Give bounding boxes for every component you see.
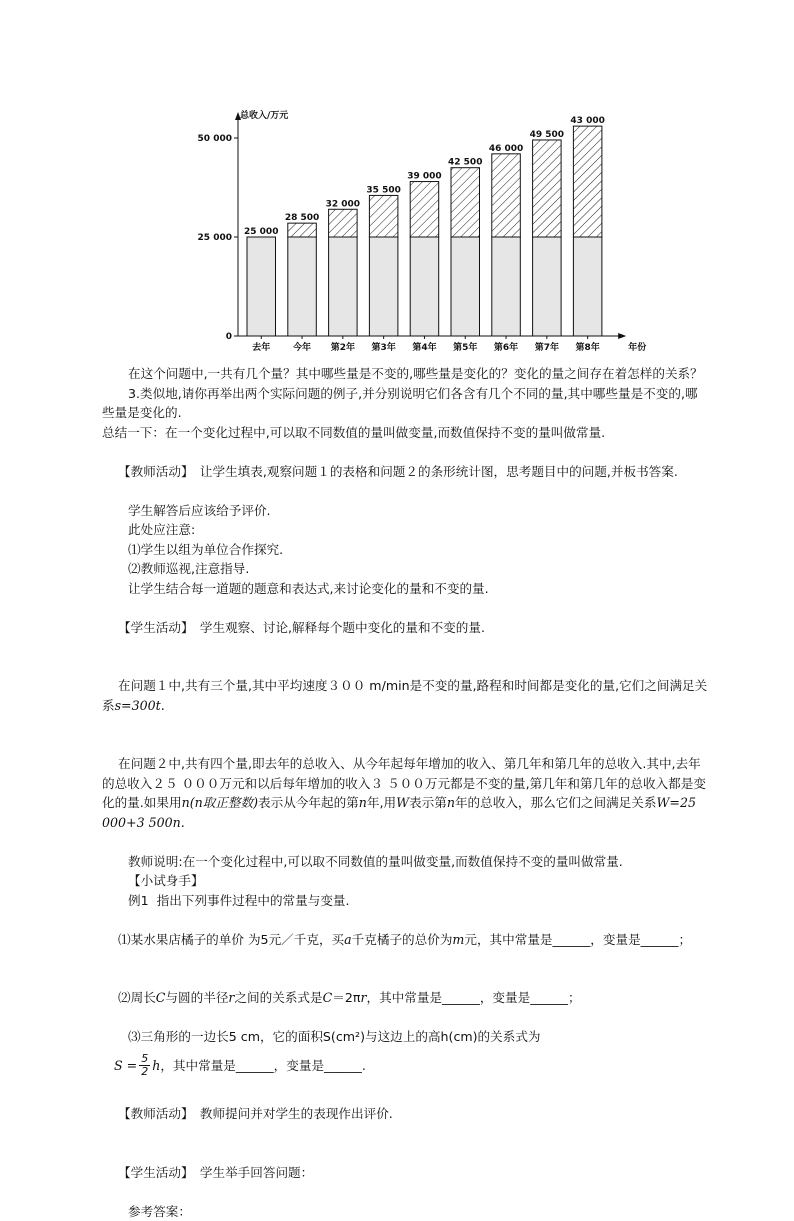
bar-increment [369,195,398,237]
problem-2-text-e: 年,用 [367,795,396,810]
exercise-1-text-c: 千克橘子的总价为 [352,932,453,947]
bar-value-label: 28 500 [285,213,319,223]
problem-2-text-g: 表示第 [409,795,447,810]
paragraph-teacher-activity-2 [102,1085,708,1144]
teacher-activity-text-2: 教师提问并对学生的表现作出评价. [187,1106,393,1121]
bar-base [410,237,439,336]
student-activity-text: 学生观察、讨论,解释每个题中变化的量和不变的量. [187,620,485,635]
bar-base [533,237,562,336]
paragraph-evaluation: 学生解答后应该给予评价. [102,501,708,521]
lesson-text [102,364,708,1221]
exercise-1 [102,910,708,969]
exercise-1-var-a: a [344,932,352,947]
x-tick-label: 第3年 [372,341,396,353]
teacher-activity-text: 让学生填表,观察问题１的表格和问题２的条形统计图，思考题目中的问题,并板书答案. [187,464,678,479]
bar-base [288,237,317,336]
x-tick-label: 第5年 [453,341,477,353]
problem-2-text-c: 表示从今年起的第 [258,795,359,810]
exercise-2-text-g: ＝2π [332,990,360,1005]
y-axis-label: 总收入/万元 [240,109,288,121]
problem-2-n: n(n取正整数) [182,795,258,810]
student-activity-text-2: 学生举手回答问题： [187,1165,313,1180]
exercise-3-formula [114,1051,708,1081]
problem-2-n2: n [359,795,367,810]
paragraph-problem-1 [102,657,708,735]
bar-increment [451,168,480,237]
exercise-2-text-i: ，其中常量是______，变量是______； [366,990,580,1005]
example-1-title: 例1 指出下列事件过程中的常量与变量. [102,891,708,911]
paragraph-teacher-note: 教师说明:在一个变化过程中,可以取不同数值的量叫做变量,而数值保持不变的量叫做常量. [102,852,708,872]
bar-value-label: 49 500 [530,130,564,140]
x-tick-label: 第4年 [412,341,436,353]
x-tick-label: 今年 [292,341,311,353]
exercise-2 [102,969,708,1028]
problem-2-formula: W=25 000+3 500n. [102,795,700,830]
formula-rest: ，其中常量是______，变量是______. [160,1056,366,1076]
exercise-1-text-e: 元，其中常量是______，变量是______； [464,932,691,947]
bar-value-label: 42 500 [448,158,482,168]
problem-2-text-i: 年的总收入，那么它们之间满足关系 [455,795,657,810]
problem-1-text: 在问题１中,共有三个量,其中平均速度３００ m/min是不变的量,路程和时间都是变化的量,它们之间满足关系 [102,678,707,713]
heading-try-it: 【小试身手】 [102,871,708,891]
x-tick-label: 去年 [252,341,270,353]
bar-increment [288,223,317,237]
problem-2-n3: n [447,795,455,810]
exercise-2-var-c: C [156,990,166,1005]
bar-increment [533,140,562,237]
problem-2-text-a: 在问题２中,共有四个量,即去年的总收入、从今年起每年增加的收入、第几年和第几年的总收入.其中,去年的总收入２５ ０００万元和以后每年增加的收入３ ５００万元都是不变的量,第几年和第几年的总收入都是变化的量.如果用 [102,756,706,810]
fraction-numerator: 5 [139,1053,150,1066]
bar-base [573,237,602,336]
bar-value-label: 39 000 [407,172,441,182]
student-activity-tag-2: 【学生活动】 [118,1165,187,1180]
x-tick-label: 第2年 [331,341,355,353]
bar-increment [329,209,358,237]
bar-base [247,237,276,336]
x-tick-label: 第7年 [535,341,559,353]
paragraph-notice: 此处应注意: [102,520,708,540]
paragraph-teacher-activity [102,442,708,501]
formula-lhs: S = [114,1056,137,1076]
x-tick-label: 第6年 [494,341,518,353]
y-tick-label: 50 000 [198,134,232,144]
formula-fraction [139,1053,150,1078]
bar-base [451,237,480,336]
x-tick-label: 第8年 [576,341,600,353]
teacher-activity-tag-2: 【教师活动】 [118,1106,187,1121]
paragraph-student-activity [102,598,708,657]
exercise-2-var-c2: C [323,990,333,1005]
bar-increment [492,154,521,237]
bar-increment [573,126,602,237]
exercise-2-var-r: r [228,990,234,1005]
exercise-2-text-e: 之间的关系式是 [234,990,322,1005]
bar-increment [410,182,439,237]
bar-value-label: 46 000 [489,144,523,154]
income-bar-chart [190,100,640,360]
bar-value-label: 43 000 [570,116,604,126]
paragraph-example-prompt: 3.类似地,请你再举出两个实际问题的例子,并分别说明它们各含有几个不同的量,其中哪些量是不变的,哪些量是变化的. [102,384,708,423]
x-axis-arrow [618,333,626,339]
bar-base [492,237,521,336]
fraction-denominator: 2 [141,1066,148,1078]
bar-value-label: 35 500 [366,185,400,195]
paragraph-discussion: 让学生结合每一道题的题意和表达式,来讨论变化的量和不变的量. [102,579,708,599]
notice-item-1: ⑴学生以组为单位合作探究. [102,540,708,560]
chart-bars [247,126,602,336]
bar-base [369,237,398,336]
exercise-3: ⑶三角形的一边长5 cm，它的面积S(cm²)与这边上的高h(cm)的关系式为 [102,1027,708,1047]
exercise-1-var-m: m [452,932,464,947]
bar-value-label: 25 000 [244,227,278,237]
teacher-activity-tag: 【教师活动】 [118,464,187,479]
y-tick-label: 0 [226,332,232,342]
bar-base [329,237,358,336]
paragraph-problem-2 [102,735,708,852]
problem-1-formula: s=300t. [115,698,165,713]
paragraph-question: 在这个问题中,一共有几个量？其中哪些量是不变的,哪些量是变化的？变化的量之间存在着怎样的关系？ [102,364,708,384]
paragraph-student-activity-2 [102,1143,708,1202]
student-activity-tag: 【学生活动】 [118,620,187,635]
exercise-1-text-a: ⑴某水果店橘子的单价 为5元／千克，买 [118,932,344,947]
bar-value-label: 32 000 [326,199,360,209]
reference-answer-label: 参考答案： [102,1202,708,1221]
notice-item-2: ⑵教师巡视,注意指导. [102,559,708,579]
x-axis-label: 年份 [628,341,646,353]
problem-2-w: W [396,795,409,810]
paragraph-summary: 总结一下：在一个变化过程中,可以取不同数值的量叫做变量,而数值保持不变的量叫做常量. [102,423,708,443]
exercise-2-text-a: ⑵周长 [118,990,156,1005]
exercise-2-var-r2: r [360,990,366,1005]
formula-var-h: h [152,1056,160,1076]
y-tick-label: 25 000 [198,233,232,243]
exercise-2-text-c: 与圆的半径 [165,990,228,1005]
